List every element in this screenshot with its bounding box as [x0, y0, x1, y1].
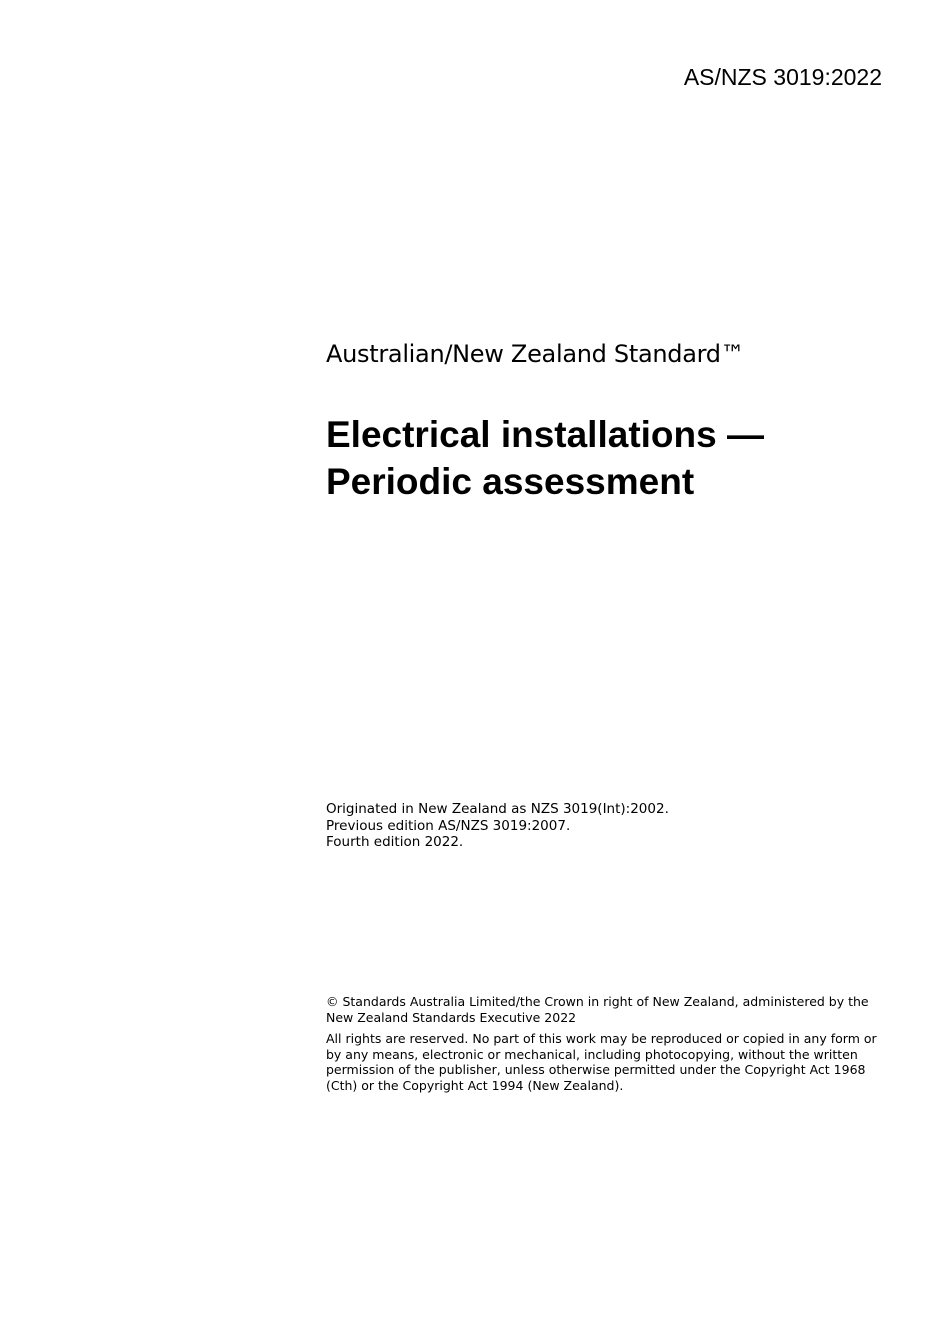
copyright-notice: © Standards Australia Limited/the Crown in right of New Zealand, administered by the New Zealand Standards Executive 2022: [326, 994, 869, 1025]
history-line-current-edition: Fourth edition 2022.: [326, 834, 464, 850]
document-title: [326, 411, 886, 505]
standard-series-label: Australian/New Zealand Standard™: [326, 340, 745, 368]
title-line-1: Electrical installations —: [326, 414, 764, 455]
history-line-origin: Originated in New Zealand as NZS 3019(Int):2002.: [326, 801, 669, 817]
edition-history: [326, 801, 886, 851]
copyright-block: [326, 994, 888, 1099]
rights-reserved-statement: All rights are reserved. No part of this work may be reproduced or copied in any form or by any means, electronic or mechanical, including photocopying, without the written permission of the publisher, unless otherwise permitted under the Copyright Act 1968 (Cth) or the Copyright Act 1994 (New Zealand).: [326, 1031, 877, 1093]
history-line-previous-edition: Previous edition AS/NZS 3019:2007.: [326, 817, 571, 834]
title-line-2: Periodic assessment: [326, 461, 695, 502]
standard-number: AS/NZS 3019:2022: [683, 64, 882, 90]
